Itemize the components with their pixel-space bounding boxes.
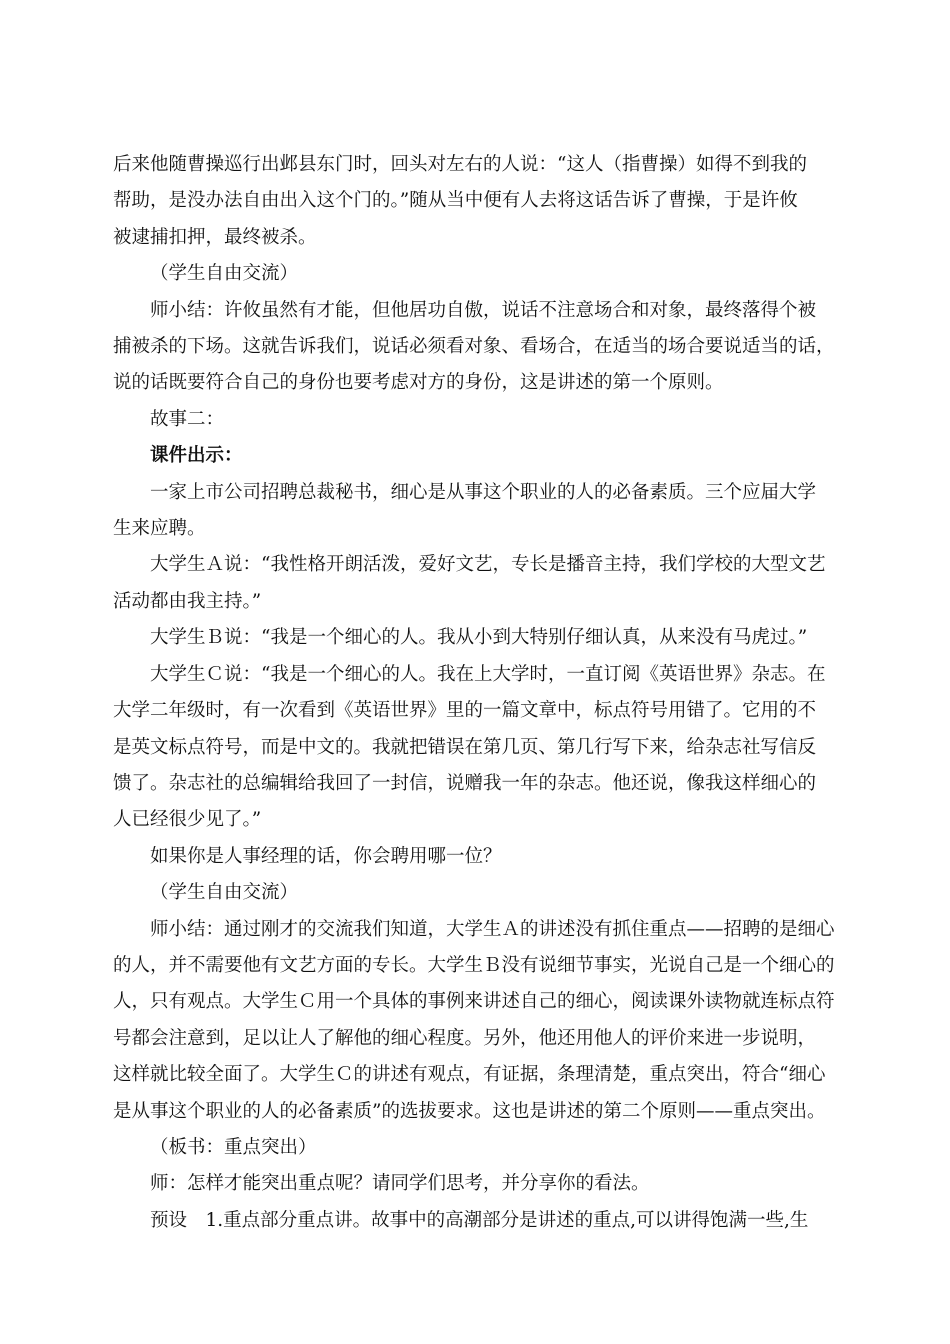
text-line: 馈了。杂志社的总编辑给我回了一封信，说赠我一年的杂志。他还说，像我这样细心的 [113, 772, 817, 794]
text-line: 这样就比较全面了。大学生Ｃ的讲述有观点，有证据，条理清楚，重点突出，符合“细心 [113, 1064, 826, 1086]
text-paragraph [113, 620, 845, 656]
text-line: 后来他随曹操巡行出邺县东门时，回头对左右的人说：“这人（指曹操）如得不到我的 [113, 154, 807, 175]
text-paragraph [113, 293, 845, 402]
text-paragraph [113, 657, 845, 839]
text-line: 大学生Ａ说：“我性格开朗活泼，爱好文艺，专长是播音主持，我们学校的大型文艺 [150, 554, 826, 576]
text-paragraph [113, 912, 845, 1130]
text-line: 是从事这个职业的人的必备素质”的选拔要求。这也是讲述的第二个原则——重点突出。 [113, 1100, 826, 1122]
text-line: 课件出示： [150, 445, 243, 467]
text-paragraph [113, 1166, 845, 1202]
text-paragraph [113, 547, 845, 620]
text-line: 大学二年级时，有一次看到《英语世界》里的一篇文章中，标点符号用错了。它用的不 [113, 700, 817, 722]
text-line: 如果你是人事经理的话，你会聘用哪一位？ [150, 845, 502, 867]
text-line: 师小结：许攸虽然有才能，但他居功自傲，说话不注意场合和对象，最终落得个被 [150, 299, 817, 321]
text-paragraph [113, 256, 845, 292]
document-page [113, 147, 845, 1239]
text-line: 被逮捕扣押，最终被杀。 [113, 226, 317, 248]
text-line: 大学生Ｂ说：“我是一个细心的人。我从小到大特别仔细认真，从来没有马虎过。” [150, 627, 808, 649]
text-line: 捕被杀的下场。这就告诉我们，说话必须看对象、看场合，在适当的场合要说适当的话， [113, 336, 835, 358]
text-line: （板书：重点突出） [150, 1136, 317, 1158]
text-line: 一家上市公司招聘总裁秘书，细心是从事这个职业的人的必备素质。三个应届大学 [150, 481, 817, 503]
text-line: 是英文标点符号，而是中文的。我就把错误在第几页、第几行写下来，给杂志社写信反 [113, 736, 817, 758]
text-line: 师小结：通过刚才的交流我们知道，大学生Ａ的讲述没有抓住重点——招聘的是细心 [150, 918, 835, 940]
text-paragraph [113, 147, 845, 256]
text-paragraph [113, 839, 845, 875]
text-line: 帮助，是没办法自由出入这个门的。”随从当中便有人去将这话告诉了曹操，于是许攸 [113, 190, 798, 212]
text-line: 师：怎样才能突出重点呢？请同学们思考，并分享你的看法。 [150, 1173, 650, 1195]
text-line: （学生自由交流） [150, 263, 299, 285]
text-line: 人，只有观点。大学生Ｃ用一个具体的事例来讲述自己的细心，阅读课外读物就连标点符 [113, 991, 835, 1013]
text-paragraph [113, 475, 845, 548]
text-paragraph [113, 875, 845, 911]
text-paragraph [113, 1130, 845, 1166]
bold-heading-paragraph [113, 438, 845, 474]
text-line: 说的话既要符合自己的身份也要考虑对方的身份，这是讲述的第一个原则。 [113, 372, 724, 394]
text-line: 的人，并不需要他有文艺方面的专长。大学生Ｂ没有说细节事实，光说自己是一个细心的 [113, 954, 835, 976]
text-paragraph [113, 402, 845, 438]
text-line: 大学生Ｃ说：“我是一个细心的人。我在上大学时，一直订阅《英语世界》杂志。在 [150, 663, 826, 685]
text-line: 号都会注意到，足以让人了解他的细心程度。另外，他还用他人的评价来进一步说明， [113, 1027, 817, 1049]
text-line: 活动都由我主持。” [113, 590, 262, 612]
text-line: 生来应聘。 [113, 518, 206, 540]
text-line: 人已经很少见了。” [113, 809, 262, 831]
text-line: （学生自由交流） [150, 882, 299, 904]
text-paragraph [113, 1203, 845, 1239]
text-line: 预设 1.重点部分重点讲。故事中的高潮部分是讲述的重点,可以讲得饱满一些,生 [150, 1209, 809, 1231]
text-line: 故事二： [150, 408, 225, 430]
